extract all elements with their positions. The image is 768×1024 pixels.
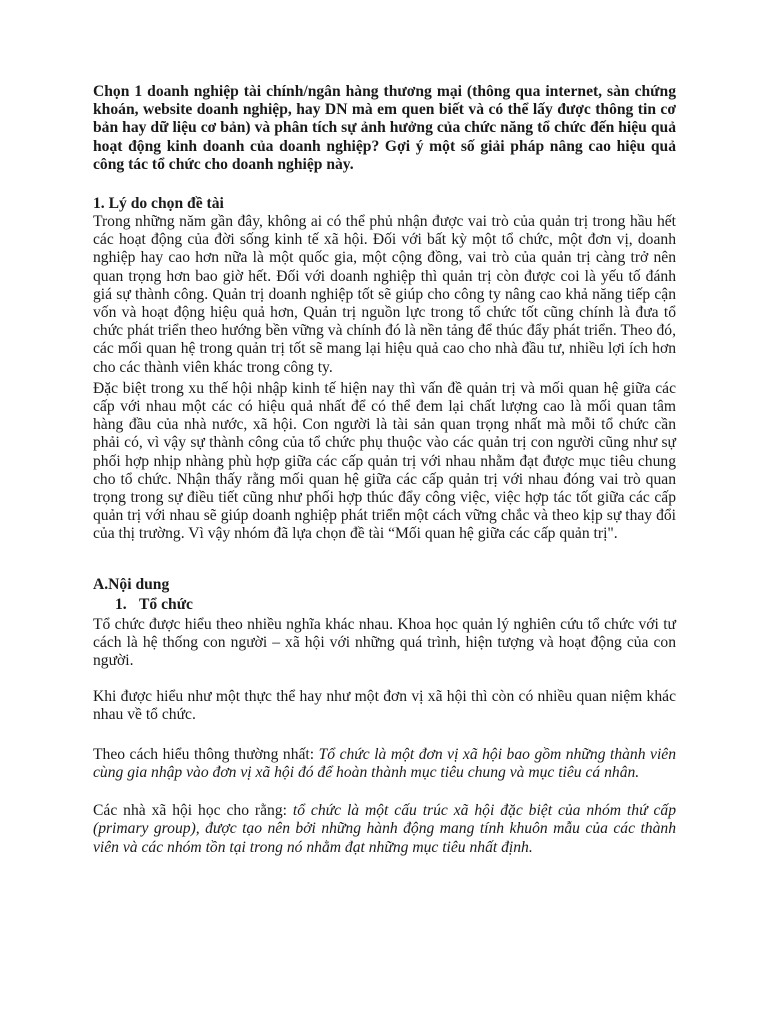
section-heading-content: A.Nội dung — [93, 575, 170, 593]
list-number: 1. — [115, 595, 127, 613]
subsection-title: Tổ chức — [139, 595, 193, 613]
assignment-prompt: Chọn 1 doanh nghiệp tài chính/ngân hàng thương mại (thông qua internet, sàn chứng khoán, website doanh nghiệp, hay DN mà em quen biết và có thể lấy được thông tin cơ bản hay dữ liệu cơ bản) và phân tích sự ảnh hưởng của chức năng tổ chức đến hiệu quả hoạt động kinh doanh của doanh nghiệp? Gợi ý một số giải pháp nâng cao hiệu quả công tác tổ chức cho doanh nghiệp này. — [93, 83, 676, 173]
definition-paragraph — [93, 802, 676, 857]
definition-italic: Tổ chức là một đơn vị xã hội bao gồm những thành viên cùng gia nhập vào đơn vị xã hội đó để hoàn thành mục tiêu chung và mục tiêu cá nhân. — [93, 745, 676, 781]
subsection-heading-organization — [93, 596, 676, 614]
section-heading-reason: 1. Lý do chọn đề tài — [93, 195, 224, 213]
body-paragraph: Khi được hiểu như một thực thể hay như một đơn vị xã hội thì còn có nhiều quan niệm khác nhau về tổ chức. — [93, 688, 676, 724]
definition-lead: Các nhà xã hội học cho rằng: — [93, 802, 293, 820]
body-paragraph: Tổ chức được hiểu theo nhiều nghĩa khác nhau. Khoa học quản lý nghiên cứu tổ chức với tư cách là hệ thống con người – xã hội với những quá trình, hiện tượng và hoạt động của con người. — [93, 615, 676, 670]
definition-lead: Theo cách hiểu thông thường nhất: — [93, 745, 319, 763]
definition-paragraph — [93, 746, 676, 782]
body-paragraph: Trong những năm gần đây, không ai có thể phủ nhận được vai trò của quản trị trong hầu hết các hoạt động của đời sống kinh tế xã hội. Đối với bất kỳ một tổ chức, một đơn vị, doanh nghiệp hay cao hơn nữa là một quốc gia, một cộng đồng, vai trò của quản trị càng trở nên quan trọng hơn bao giờ hết. Đối với doanh nghiệp thì quản trị còn được coi là yếu tố đánh giá sự thành công. Quản trị doanh nghiệp tốt sẽ giúp cho công ty nâng cao khả năng tiếp cận vốn và hoạt động hiệu quả hơn, Quản trị nguồn lực trong tổ chức tốt cũng chính là đưa tổ chức phát triển theo hướng bền vững và chính đó là nền tảng để thúc đẩy phát triển. Theo đó, các mối quan hệ trong quản trị tốt sẽ mang lại hiệu quả cao cho nhà đầu tư, nhiều lợi ích hơn cho các thành viên khác trong công ty. — [93, 213, 676, 376]
definition-italic: tổ chức là một cấu trúc xã hội đặc biệt của nhóm thứ cấp (primary group), được tạo nên bởi những hành động mang tính khuôn mẫu của các thành viên và các nhóm tồn tại trong nó nhằm đạt những mục tiêu nhất định. — [93, 802, 676, 856]
body-paragraph: Đặc biệt trong xu thế hội nhập kinh tế hiện nay thì vấn đề quản trị và mối quan hệ giữa các cấp với nhau một các có hiệu quả nhất để có thể đem lại chất lượng cao là mối quan tâm hàng đầu của nhà nước, xã hội. Con người là tài sản quan trọng nhất mà mỗi tổ chức cần phải có, vì vậy sự thành công của tổ chức phụ thuộc vào các quản trị con người cũng như sự phối hợp nhịp nhàng phù hợp giữa các cấp quản trị với nhau nhằm đạt được mục tiêu chung cho tổ chức. Nhận thấy rằng mối quan hệ giữa các cấp quản trị với nhau đóng vai trò quan trọng trong sự điều tiết cũng như phối hợp thúc đẩy công việc, việc hợp tác tốt giữa các cấp quản trị với nhau sẽ giúp doanh nghiệp phát triển một cách vững chắc và theo kịp sự thay đổi của thị trường. Vì vậy nhóm đã lựa chọn đề tài “Mối quan hệ giữa các cấp quản trị". — [93, 379, 676, 543]
